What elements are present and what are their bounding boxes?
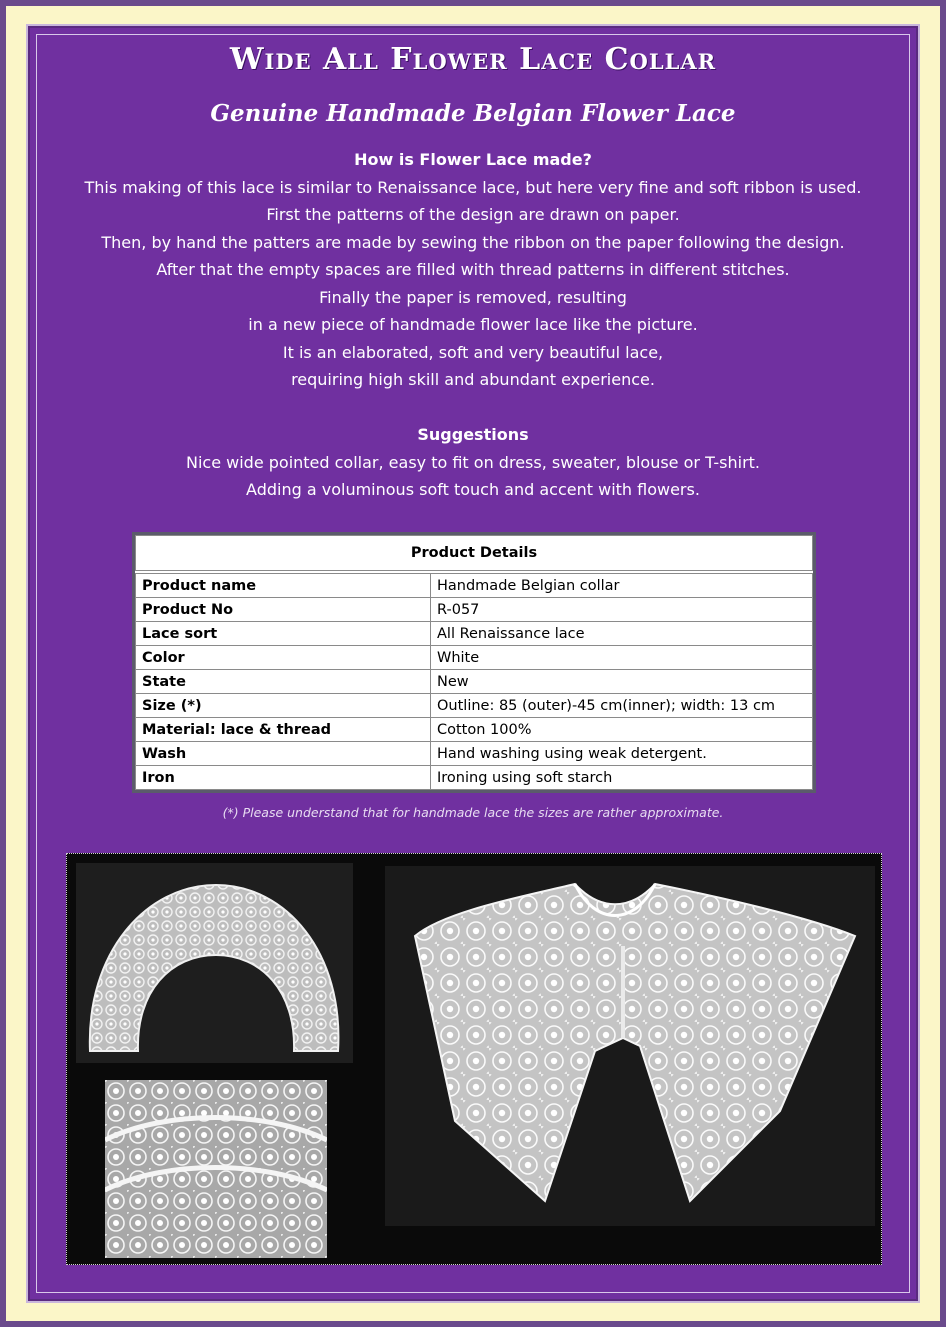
table-row [136,646,813,670]
row-label: Product No [136,598,431,622]
page-subtitle: Genuine Handmade Belgian Flower Lace [210,100,736,127]
round-collar-photo [76,863,353,1063]
suggestions-heading: Suggestions [417,425,529,444]
row-label: State [136,670,431,694]
suggestions-line: Nice wide pointed collar, easy to fit on dress, sweater, blouse or T-shirt. [185,452,760,472]
how-made-line: It is an elaborated, soft and very beautiful lace, [282,342,664,362]
photo-collage [66,853,882,1265]
row-value: White [431,646,813,670]
table-row [136,670,813,694]
how-made-line: requiring high skill and abundant experience. [291,370,655,389]
row-label: Lace sort [136,622,431,646]
table-row [136,622,813,646]
row-value: Ironing using soft starch [431,766,813,790]
row-value: Hand washing using weak detergent. [431,742,813,766]
how-made-line: Then, by hand the patters are made by sewing the ribbon on the paper following the design. [101,232,845,252]
row-label: Material: lace & thread [136,718,431,742]
table-row [136,694,813,718]
table-row [136,598,813,622]
row-label: Iron [136,766,431,790]
row-label: Color [136,646,431,670]
pointed-collar-photo [385,866,875,1226]
how-made-line: First the patterns of the design are drawn on paper. [266,205,680,224]
size-footnote: (*) Please understand that for handmade lace the sizes are rather approximate. [222,805,724,820]
table-row [136,766,813,790]
how-made-heading: How is Flower Lace made? [354,150,592,169]
row-value: Cotton 100% [431,718,813,742]
table-row [136,574,813,598]
page-title: Wide All Flower Lace Collar [229,42,717,77]
suggestions-section [30,421,916,504]
row-label: Size (*) [136,694,431,718]
lace-detail-photo [105,1080,327,1258]
content-panel [28,26,918,1301]
how-made-line: Finally the paper is removed, resulting [319,287,627,307]
how-made-section [30,146,916,394]
row-value: R-057 [431,598,813,622]
row-value: Outline: 85 (outer)-45 cm(inner); width: 13 cm [431,694,813,718]
suggestions-line: Adding a voluminous soft touch and accent with flowers. [246,480,700,499]
row-value: Handmade Belgian collar [431,574,813,598]
row-value: New [431,670,813,694]
table-row [136,742,813,766]
how-made-line: After that the empty spaces are filled with thread patterns in different stitches. [156,260,790,279]
table-caption: Product Details [136,536,813,571]
row-label: Product name [136,574,431,598]
how-made-line: in a new piece of handmade flower lace like the picture. [248,315,698,334]
how-made-line: This making of this lace is similar to Renaissance lace, but here very fine and soft ribbon is used. [84,177,862,197]
row-label: Wash [136,742,431,766]
table-row [136,718,813,742]
product-details-table [132,532,816,793]
row-value: All Renaissance lace [431,622,813,646]
